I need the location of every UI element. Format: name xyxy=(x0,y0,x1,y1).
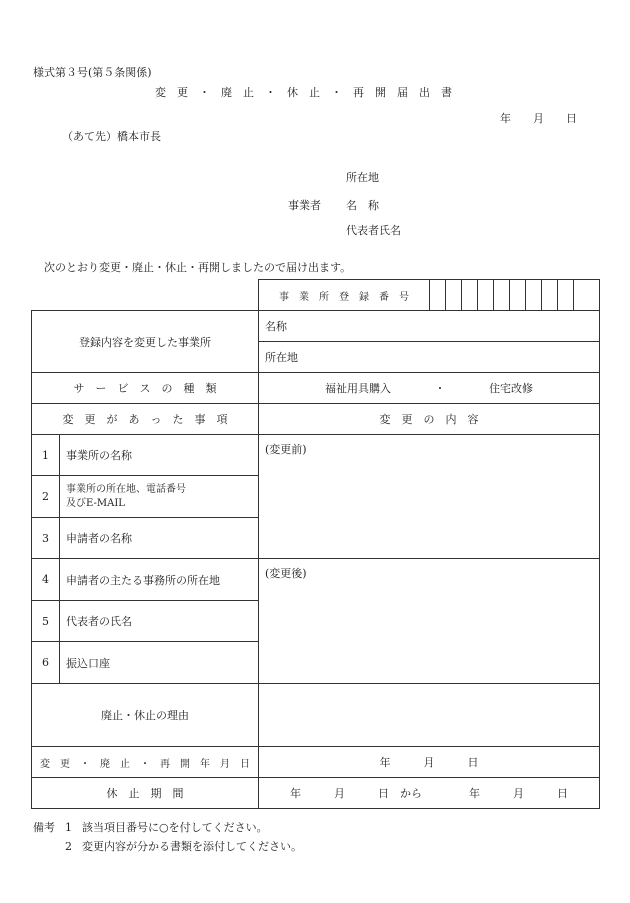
item-label: 事業所の所在地、電話番号 及びE-MAIL xyxy=(60,476,259,518)
service-option-renovation[interactable]: 住宅改修 xyxy=(489,382,533,395)
suspension-from: 年 月 日 から xyxy=(290,787,422,800)
service-option-equipment[interactable]: 福祉用具購入 xyxy=(325,382,391,395)
addressee: （あて先）橋本市長 xyxy=(62,130,161,143)
before-change-field[interactable] xyxy=(259,435,600,559)
suspension-period-label: 休 止 期 間 xyxy=(32,778,259,809)
notification-form-table xyxy=(31,279,600,809)
reason-label: 廃止・休止の理由 xyxy=(32,684,259,747)
submission-date xyxy=(500,110,577,126)
applicant-representative-label: 代表者氏名 xyxy=(346,224,401,237)
document-title: 変 更 ・ 廃 止 ・ 休 止 ・ 再 開 届 出 書 xyxy=(155,86,452,99)
after-change-label: (変更後) xyxy=(265,567,307,580)
changed-office-label: 登録内容を変更した事業所 xyxy=(32,311,259,373)
intro-text: 次のとおり変更・廃止・休止・再開しましたので届け出ます。 xyxy=(44,261,352,274)
registration-number-label: 事 業 所 登 録 番 号 xyxy=(279,291,409,303)
applicant-location-label: 所在地 xyxy=(346,171,379,184)
service-separator: ・ xyxy=(434,382,446,395)
note-text: 該当項目番号に○を付してください。 xyxy=(82,821,268,834)
changed-items-header: 変 更 が あ っ た 事 項 xyxy=(32,404,259,435)
office-location-field[interactable] xyxy=(259,342,600,373)
note-text: 変更内容が分かる書類を添付してください。 xyxy=(82,840,302,853)
item-label: 振込口座 xyxy=(60,642,259,684)
applicant-business-label: 事業者 xyxy=(288,199,321,212)
item-number: 3 xyxy=(32,518,60,559)
item-label: 代表者の氏名 xyxy=(60,601,259,642)
service-type-options[interactable] xyxy=(259,373,600,404)
remarks xyxy=(33,818,302,856)
after-change-field[interactable] xyxy=(259,559,600,684)
registration-number-boxes[interactable] xyxy=(429,280,599,310)
reason-field[interactable] xyxy=(259,684,600,747)
item-number: 2 xyxy=(32,476,60,518)
office-location-label: 所在地 xyxy=(265,351,298,364)
item-label: 申請者の主たる事務所の所在地 xyxy=(60,559,259,601)
date-month-label: 月 xyxy=(533,112,544,125)
suspension-to: 年 月 日 xyxy=(469,787,568,800)
office-name-field[interactable] xyxy=(259,311,600,342)
change-date-label: 変 更 ・ 廃 止 ・ 再 開 年 月 日 xyxy=(32,747,259,778)
applicant-name-label: 名 称 xyxy=(346,199,379,212)
before-change-label: (変更前) xyxy=(265,443,307,456)
office-name-label: 名称 xyxy=(265,320,287,333)
suspension-period-field[interactable] xyxy=(259,778,600,809)
note-number: 1 xyxy=(65,821,72,834)
remarks-heading: 備考 xyxy=(33,821,55,834)
form-number: 様式第３号(第５条関係) xyxy=(33,66,152,79)
item-label: 申請者の名称 xyxy=(60,518,259,559)
item-number: 1 xyxy=(32,435,60,476)
item-number: 4 xyxy=(32,559,60,601)
change-date-field[interactable]: 年 月 日 xyxy=(259,747,600,778)
item-number: 5 xyxy=(32,601,60,642)
date-year-label: 年 xyxy=(500,112,511,125)
item-label: 事業所の名称 xyxy=(60,435,259,476)
service-type-label: サ ー ビ ス の 種 類 xyxy=(32,373,259,404)
note-number: 2 xyxy=(65,840,72,853)
item-number: 6 xyxy=(32,642,60,684)
change-content-header: 変 更 の 内 容 xyxy=(259,404,600,435)
date-day-label: 日 xyxy=(566,112,577,125)
